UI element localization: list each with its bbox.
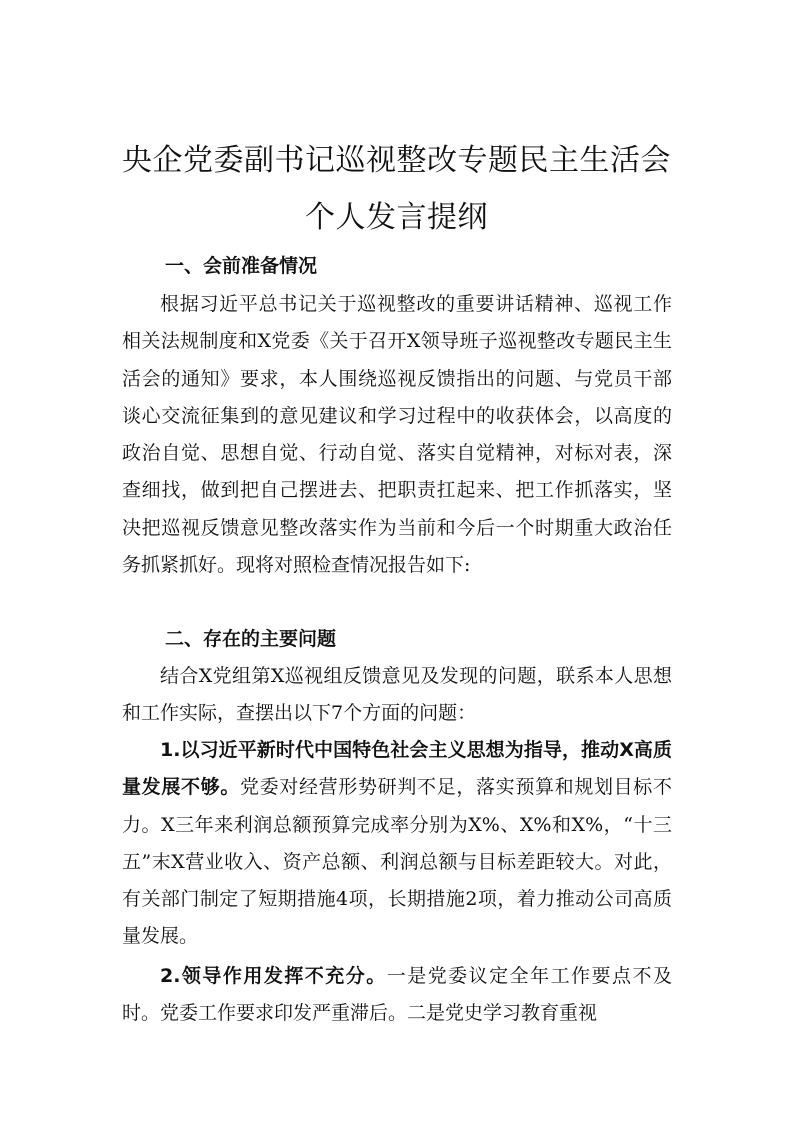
section-heading-preparation: 一、会前准备情况 <box>165 255 318 277</box>
paragraph-preparation: 根据习近平总书记关于巡视整改的重要讲话精神、巡视工作相关法规制度和X党委《关于召开X领导班子巡视整改专题民主生活会的通知》要求，本人围绕巡视反馈指出的问题、与党员干部谈心交流征集到的意见建议和学习过程中的收获体会，以高度的政治自觉、思想自觉、行动自觉、落实自觉精神，对标对表，深查细找，做到把自己摆进去、把职责扛起来、把工作抓落实，坚决把巡视反馈意见整改落实作为当前和今后一个时期重大政治任务抓紧抓好。现将对照检查情况报告如下: <box>122 293 672 577</box>
item-2-body: 一是党委议定全年工作要点不及时。党委工作要求印发严重滞后。二是党史学习教育重视 <box>122 965 672 1025</box>
item-1-heading: 1.以习近平新时代中国特色社会主义思想为指导，推动X高质量发展不够。 <box>122 739 672 799</box>
document-title-line-2: 个人发言提纲 <box>305 200 488 235</box>
paragraph-problems-intro: 结合X党组第X巡视组反馈意见及发现的问题，联系本人思想和工作实际，查摆出以下7个方面的问题： <box>122 665 672 725</box>
paragraph-item-2 <box>122 958 672 1033</box>
item-2-heading: 2.领导作用发挥不充分。 <box>160 965 387 987</box>
item-1-body: 党委对经营形势研判不足，落实预算和规划目标不力。X三年来利润总额预算完成率分别为X%、X%和X%，“十三五”末X营业收入、资产总额、利润总额与目标差距较大。对此，有关部门制定了短期措施4项，长期措施2项，着力推动公司高质量发展。 <box>122 776 672 948</box>
document-title-line-1: 央企党委副书记巡视整改专题民主生活会 <box>122 143 671 178</box>
paragraph-item-1 <box>122 732 672 956</box>
section-heading-problems: 二、存在的主要问题 <box>165 628 337 650</box>
